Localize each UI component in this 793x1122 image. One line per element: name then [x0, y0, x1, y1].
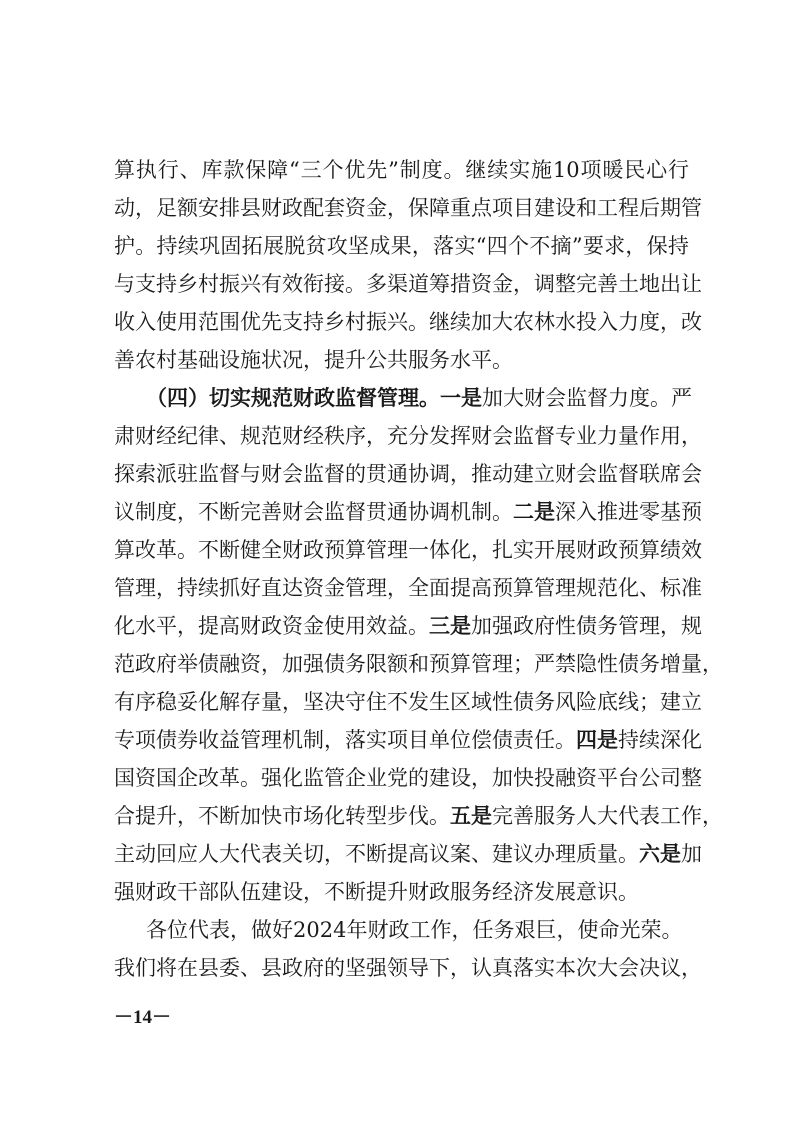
inline-text: 专项债券收益管理机制，落实项目单位偿债责任。: [114, 728, 576, 752]
body-text-line: 肃财经纪律、规范财经秩序，充分发挥财会监督专业力量作用，: [114, 424, 702, 448]
body-text-line: 探索派驻监督与财会监督的贯通协调，推动建立财会监督联席会: [114, 462, 702, 486]
inline-text: 加: [681, 842, 702, 866]
body-text-line: [114, 722, 702, 758]
section-heading: （四）切实规范财政监督管理。: [146, 385, 440, 410]
inline-text: 加大财会监督力度。严: [482, 386, 692, 410]
page-number: －14－: [114, 1007, 172, 1028]
item-marker: 五是: [450, 803, 492, 828]
body-text-line: 管理，持续抓好直达资金管理，全面提高预算管理规范化、标准: [114, 576, 702, 600]
body-text-line: [114, 798, 723, 834]
body-text-line: 我们将在县委、县政府的坚强领导下，认真落实本次大会决议，: [114, 956, 702, 980]
body-text-line: [114, 836, 702, 872]
inline-text: 深入推进零基预: [555, 500, 702, 524]
item-marker: 六是: [639, 841, 681, 866]
inline-text: 化水平，提高财政资金使用效益。: [114, 614, 429, 638]
item-marker: 三是: [429, 613, 471, 638]
body-text-line: 收入使用范围优先支持乡村振兴。继续加大农林水投入力度，改: [114, 310, 702, 334]
item-marker: 二是: [513, 499, 555, 524]
body-text-line: 范政府举债融资，加强债务限额和预算管理；严禁隐性债务增量，: [114, 652, 723, 676]
body-text-line: 强财政干部队伍建设，不断提升财政服务经济发展意识。: [114, 880, 639, 904]
body-text-line: [114, 494, 702, 530]
body-text-line: 有序稳妥化解存量，坚决守住不发生区域性债务风险底线；建立: [114, 690, 702, 714]
body-text-line: [114, 608, 702, 644]
body-text-line: 算改革。不断健全财政预算管理一体化，扎实开展财政预算绩效: [114, 538, 702, 562]
body-text-line: [146, 380, 692, 416]
body-text-line: 各位代表，做好2024年财政工作，任务艰巨，使命光荣。: [146, 918, 683, 942]
body-text-line: 算执行、库款保障“三个优先”制度。继续实施10项暖民心行: [114, 158, 689, 182]
inline-text: 主动回应人大代表关切，不断提高议案、建议办理质量。: [114, 842, 639, 866]
body-text-line: 国资国企改革。强化监管企业党的建设，加快投融资平台公司整: [114, 766, 702, 790]
body-text-line: 动，足额安排县财政配套资金，保障重点项目建设和工程后期管: [114, 196, 702, 220]
inline-text: 议制度，不断完善财会监督贯通协调机制。: [114, 500, 513, 524]
inline-text: 完善服务人大代表工作，: [492, 804, 723, 828]
item-marker: 一是: [440, 385, 482, 410]
body-text-line: 与支持乡村振兴有效衔接。多渠道筹措资金，调整完善土地出让: [114, 272, 702, 296]
inline-text: 持续深化: [618, 728, 702, 752]
inline-text: 加强政府性债务管理，规: [471, 614, 702, 638]
body-text-line: 护。持续巩固拓展脱贫攻坚成果，落实“四个不摘”要求，保持: [114, 234, 689, 258]
inline-text: 合提升，不断加快市场化转型步伐。: [114, 804, 450, 828]
item-marker: 四是: [576, 727, 618, 752]
body-text-line: 善农村基础设施状况，提升公共服务水平。: [114, 348, 513, 372]
